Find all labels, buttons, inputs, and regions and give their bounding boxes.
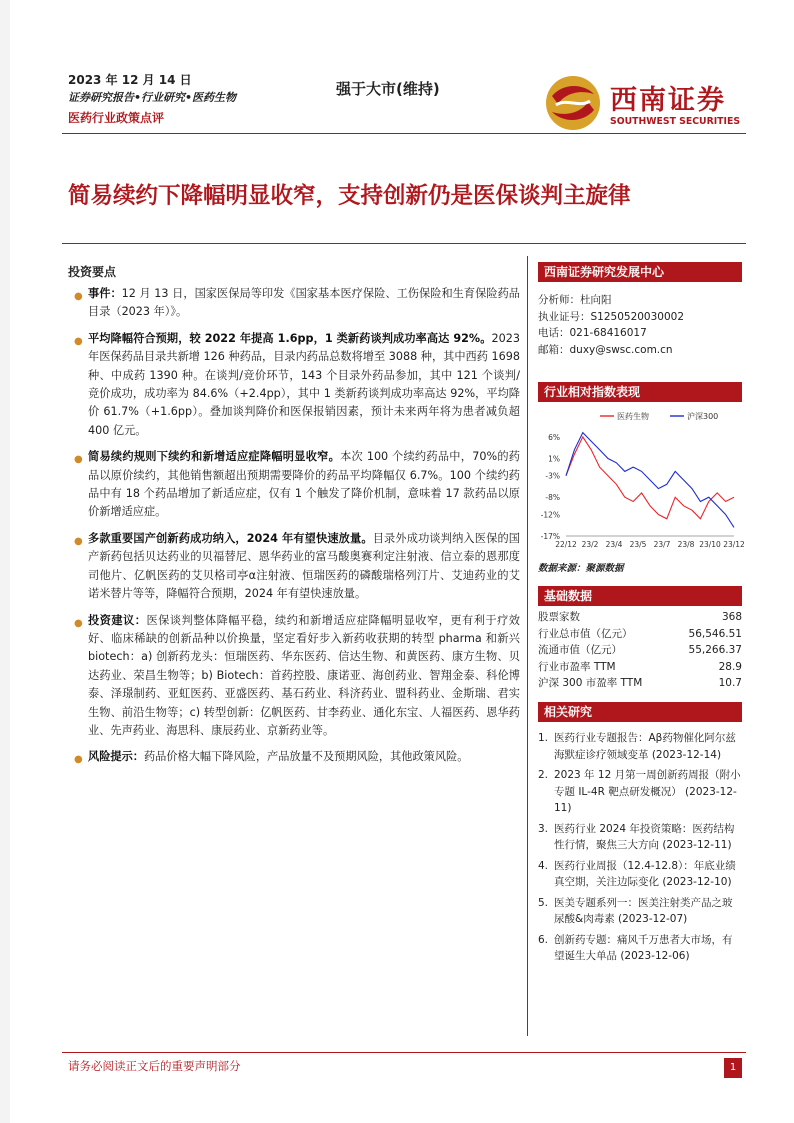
index-line-chart [538, 406, 745, 556]
x-tick-label: 23/2 [581, 540, 599, 549]
fundamentals-box [538, 586, 742, 692]
x-tick-label: 23/12 [723, 540, 745, 549]
bullet-text: 2023 年医保药品目录共新增 126 种药品，目录内药品总数将增至 3088 种，其中西药 1698 种、中成药 1390 种。在谈判/竞价环节，143 个目录外药品参加，其中 121 个谈判/竞价成功，成功率为 84.6%（+2.4pp），其中 1 类新药谈判成功率高达 92%，平均降价 61.7%（+1.6pp）。叠加谈判降价和医保报销因素，预计未来两年将为患者减负超 400 亿元。 [88, 331, 520, 437]
fundamentals-row [538, 675, 742, 692]
y-tick-label: -8% [545, 493, 560, 503]
fundamentals-section-header: 基础数据 [538, 586, 742, 606]
fundamentals-label: 沪深 300 市盈率 TTM [538, 677, 643, 689]
analyst-section-header: 西南证券研究发展中心 [538, 262, 742, 282]
related-report-item[interactable] [538, 767, 742, 817]
related-report-item[interactable] [538, 858, 742, 891]
summary-list [66, 285, 520, 775]
x-tick-label: 23/7 [653, 540, 671, 549]
page-edge-bar [0, 0, 10, 1123]
fundamentals-value: 56,546.51 [688, 627, 742, 640]
related-report-title: 2023 年 12 月第一周创新药周报（附小专题 IL-4R 靶点研发概况） (2023-12-11) [554, 769, 741, 814]
bullet-lead: 事件： [88, 287, 122, 300]
fundamentals-value: 10.7 [718, 677, 742, 689]
x-tick-label: 22/12 [555, 540, 577, 549]
bullet-dot-icon: ● [74, 335, 83, 347]
fundamentals-label: 流通市值（亿元） [538, 644, 622, 656]
legend-label: 医药生物 [617, 412, 649, 421]
report-category: 医药行业政策点评 [68, 111, 165, 125]
footer-divider [62, 1052, 746, 1053]
bullet-text: 医保谈判整体降幅平稳，续约和新增适应症降幅明显收窄，更有利于疗效好、临床稀缺的创新品种以价换量，坚定看好步入新药收获期的转型 pharma 和新兴 biotech：a) 创新药龙头：恒瑞医药、华东医药、信达生物、和黄医药、康方生物、贝达药业、荣昌生物等；b) Biotech：首药控股、康诺亚、海创药业、智翔金泰、科伦博泰、泽璟制药、亚虹医药、亚盛医药、基石药业、科济药业、盟科药业、金斯瑞、君实生物、前沿生物等；c) 转型创新：亿帆医药、甘李药业、通化东宝、人福医药、恩华药业、先声药业、海思科、康辰药业、京新药业等。 [88, 613, 520, 737]
title-divider [62, 243, 746, 244]
fundamentals-row [538, 626, 742, 643]
y-tick-label: 6% [548, 432, 560, 442]
fundamentals-value: 28.9 [718, 660, 742, 673]
y-tick-label: -3% [545, 471, 560, 481]
summary-bullet [66, 530, 520, 604]
bullet-dot-icon: ● [74, 617, 83, 629]
header-divider [62, 133, 746, 134]
series-line-pharma [566, 437, 734, 519]
bullet-text: 目录外成功谈判纳入医保的国产新药包括贝达药业的贝福替尼、恩华药业的富马酸奥赛利定注射液、信立泰的恩那度司他片、亿帆医药的艾贝格司亭α注射液、恒瑞医药的磷酸瑞格列汀片、艾迪药业的艾诺米替片等等，降幅符合预期，2024 年有望快速放量。 [88, 531, 520, 601]
x-tick-label: 23/5 [629, 540, 647, 549]
summary-heading: 投资要点 [68, 265, 117, 279]
related-report-title: 医美专题系列一：医美注射类产品之玻尿酸&肉毒素 (2023-12-07) [554, 896, 733, 925]
summary-bullet [66, 448, 520, 522]
bullet-text: 12 月 13 日，国家医保局等印发《国家基本医疗保险、工伤保险和生育保险药品目录（2023 年）》。 [88, 287, 520, 319]
fundamentals-label: 行业总市值（亿元） [538, 627, 633, 640]
column-divider [527, 256, 528, 1036]
bullet-dot-icon: ● [74, 535, 83, 547]
x-tick-label: 23/8 [677, 540, 695, 549]
analyst-email: 邮箱：duxy@swsc.com.cn [538, 343, 673, 356]
y-tick-label: -12% [540, 510, 560, 520]
bullet-dot-icon: ● [74, 754, 83, 766]
related-report-number: 6. [538, 933, 549, 946]
fundamentals-row [538, 642, 742, 659]
summary-bullet [66, 612, 520, 741]
brand-name-cn: 西南证券 [610, 85, 726, 116]
report-type: 证券研究报告•行业研究•医药生物 [68, 91, 237, 104]
related-box [538, 702, 742, 969]
series-line-hs300 [566, 433, 734, 528]
y-tick-label: 1% [548, 454, 560, 464]
bullet-dot-icon: ● [74, 454, 83, 466]
related-report-title: 医药行业周报（12.4-12.8）：年底业绩真空期，关注边际变化 (2023-12-10) [554, 859, 736, 888]
report-title: 简易续约下降幅明显收窄，支持创新仍是医保谈判主旋律 [68, 183, 631, 209]
related-report-number: 3. [538, 822, 549, 835]
analyst-phone: 电话：021-68416017 [538, 327, 647, 339]
related-report-number: 4. [538, 859, 549, 872]
y-tick-label: -17% [540, 532, 560, 541]
x-tick-label: 23/10 [699, 540, 721, 549]
analyst-name: 分析师：杜向阳 [538, 294, 612, 306]
bullet-lead: 简易续约规则下续约和新增适应症降幅明显收窄。 [88, 450, 341, 464]
related-report-title: 创新药专题：痛风千万患者大市场，有望诞生大单品 (2023-12-06) [554, 933, 733, 962]
page-number: 1 [724, 1058, 742, 1078]
rating: 强于大市(维持) [336, 80, 440, 98]
fundamentals-row [538, 659, 742, 676]
bullet-lead: 多款重要国产创新药成功纳入，2024 年有望快速放量。 [88, 531, 373, 545]
brand-logo [544, 74, 744, 130]
fundamentals-value: 55,266.37 [688, 644, 742, 656]
bullet-lead: 投资建议： [88, 613, 147, 627]
logo-emblem-icon [544, 74, 602, 132]
related-report-item[interactable] [538, 730, 742, 763]
bullet-text: 药品价格大幅下降风险，产品放量不及预期风险，其他政策风险。 [143, 750, 469, 764]
analyst-box [538, 262, 742, 358]
analyst-license: 执业证号：S1250520030002 [538, 310, 685, 323]
fundamentals-label: 股票家数 [538, 611, 580, 623]
bullet-lead: 风险提示： [88, 750, 144, 764]
fundamentals-label: 行业市盈率 TTM [538, 660, 616, 673]
legend-label: 沪深300 [687, 412, 719, 421]
related-report-number: 5. [538, 896, 549, 909]
related-report-title: 医药行业 2024 年投资策略：医药结构性行情，聚焦三大方向 (2023-12-11) [554, 822, 735, 851]
related-report-item[interactable] [538, 895, 742, 928]
summary-bullet [66, 285, 520, 322]
related-report-number: 1. [538, 732, 549, 744]
fundamentals-row [538, 609, 742, 626]
brand-name-en: SOUTHWEST SECURITIES [610, 116, 741, 127]
x-tick-label: 23/4 [605, 540, 623, 549]
summary-bullet [66, 748, 520, 766]
bullet-dot-icon: ● [74, 291, 83, 302]
related-section-header: 相关研究 [538, 702, 742, 722]
footer-disclaimer: 请务必阅读正文后的重要声明部分 [68, 1059, 241, 1073]
bullet-text: 本次 100 个续约药品中，70%的药品以原价续约，其他销售额超出预期需要降价的药品平均降幅仅 6.7%。100 个续约药品中有 18 个药品增加了新适应症，仅有 1 个触发了降价机制，意味着 17 款药品以原价新增适应症。 [88, 450, 520, 519]
related-report-item[interactable] [538, 932, 742, 965]
summary-bullet [66, 330, 520, 440]
related-report-title: 医药行业专题报告：Aβ药物催化阿尔兹海默症诊疗领域变革 (2023-12-14) [554, 732, 736, 761]
related-report-item[interactable] [538, 821, 742, 854]
chart-source: 数据来源：聚源数据 [538, 563, 624, 574]
index-chart-box [538, 382, 745, 574]
report-date: 2023 年 12 月 14 日 [68, 73, 192, 87]
chart-section-header: 行业相对指数表现 [538, 382, 742, 402]
bullet-lead: 平均降幅符合预期，较 2022 年提高 1.6pp，1 类新药谈判成功率高达 92%。 [88, 331, 492, 345]
related-report-number: 2. [538, 769, 549, 781]
fundamentals-value: 368 [721, 611, 742, 623]
